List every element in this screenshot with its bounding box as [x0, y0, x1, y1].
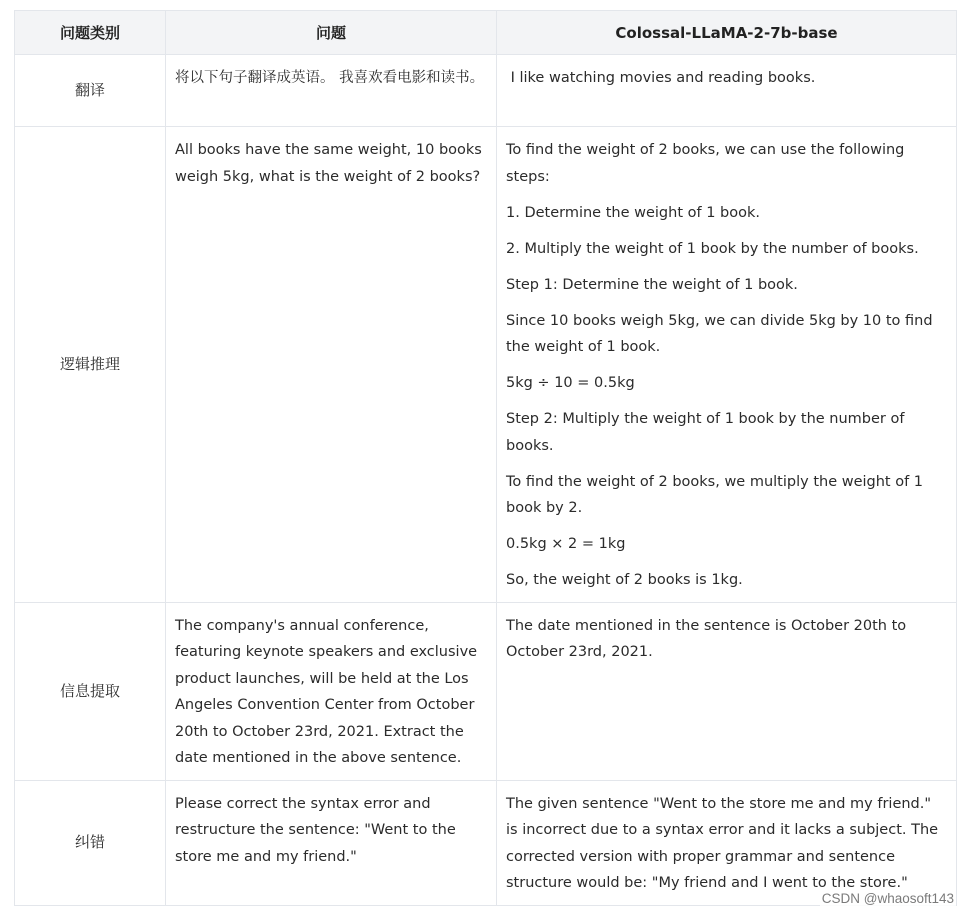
answer-paragraph: 5kg ÷ 10 = 0.5kg — [506, 375, 635, 391]
answer-paragraph: Since 10 books weigh 5kg, we can divide 5kg by 10 to find the weight of 1 book. — [506, 312, 933, 355]
row-category: 逻辑推理 — [15, 127, 166, 603]
answer-paragraph: The given sentence "Went to the store me and my friend." is incorrect due to a syntax error and it lacks a subject. The corrected version with proper grammar and sentence structure would be: "My friend and I went to the store." — [506, 795, 939, 891]
row-question: All books have the same weight, 10 books weigh 5kg, what is the weight of 2 books? — [166, 127, 497, 603]
row-category: 纠错 — [15, 780, 166, 905]
watermark: CSDN @whaosoft143 — [821, 891, 954, 906]
answer-paragraph: Step 1: Determine the weight of 1 book. — [506, 276, 798, 293]
answer-paragraph: I like watching movies and reading books. — [506, 70, 816, 86]
row-category: 翻译 — [15, 55, 166, 127]
table-header-row — [15, 11, 957, 55]
answer-paragraph: 2. Multiply the weight of 1 book by the number of books. — [506, 240, 919, 257]
row-answer — [497, 127, 957, 603]
table-row — [15, 55, 957, 127]
answer-paragraph: 0.5kg × 2 = 1kg — [506, 536, 626, 552]
answer-paragraph: Step 2: Multiply the weight of 1 book by the number of books. — [506, 411, 905, 454]
row-category: 信息提取 — [15, 602, 166, 780]
header-model: Colossal-LLaMA-2-7b-base — [497, 11, 957, 55]
answer-paragraph: The date mentioned in the sentence is October 20th to October 23rd, 2021. — [506, 617, 907, 660]
comparison-table — [14, 10, 957, 906]
table-row — [15, 602, 957, 780]
table-row — [15, 780, 957, 905]
row-answer — [497, 780, 957, 905]
answer-paragraph: To find the weight of 2 books, we can use the following steps: — [506, 142, 905, 185]
row-answer — [497, 55, 957, 127]
answer-paragraph: To find the weight of 2 books, we multiply the weight of 1 book by 2. — [506, 473, 924, 516]
header-question: 问题 — [166, 11, 497, 55]
answer-paragraph: 1. Determine the weight of 1 book. — [506, 204, 760, 221]
header-category: 问题类别 — [15, 11, 166, 55]
row-answer — [497, 602, 957, 780]
table-row — [15, 127, 957, 603]
answer-paragraph: So, the weight of 2 books is 1kg. — [506, 572, 743, 588]
row-question: 将以下句子翻译成英语。 我喜欢看电影和读书。 — [166, 55, 497, 127]
comparison-table-container — [14, 10, 956, 900]
row-question: The company's annual conference, featuring keynote speakers and exclusive product launches, will be held at the Los Angeles Convention Center from October 20th to October 23rd, 2021. Extract the date mentioned in the above sentence. — [166, 602, 497, 780]
row-question: Please correct the syntax error and restructure the sentence: "Went to the store me and my friend." — [166, 780, 497, 905]
